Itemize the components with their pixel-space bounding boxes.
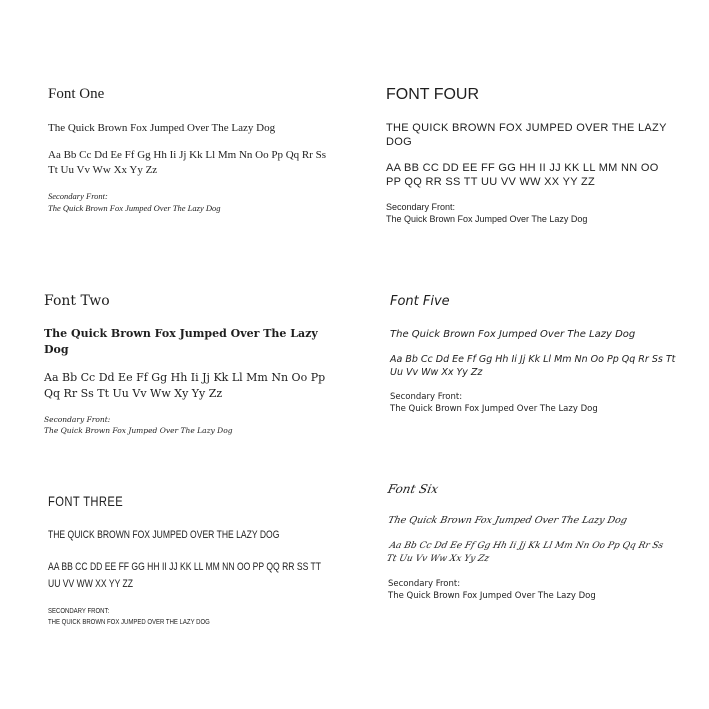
- alphabet-sample: AA BB CC DD EE FF GG HH II JJ KK LL MM NN OO PP QQ RR SS TT UU VV WW XX YY ZZ: [386, 162, 659, 188]
- secondary-font-label: Secondary Front:: [386, 202, 456, 212]
- font-one-sample: [48, 85, 338, 214]
- secondary-font: [48, 605, 288, 627]
- secondary-font: [44, 414, 344, 436]
- pangram-sample: The Quick Brown Fox Jumped Over The Lazy Dog: [386, 515, 629, 526]
- secondary-font-label: Secondary Front:: [44, 415, 111, 424]
- font-four-sample: [386, 85, 676, 225]
- alphabet-sample: Aa Bb Cc Dd Ee Ff Gg Hh Ii Jj Kk Ll Mm Nn Oo Pp Qq Rr Ss Tt Uu Vv Ww Xy Yy Zz: [44, 371, 326, 400]
- secondary-font-sample: The Quick Brown Fox Jumped Over The Lazy Dog: [48, 203, 221, 213]
- secondary-font-sample: The Quick Brown Fox Jumped Over The Lazy Dog: [386, 214, 588, 224]
- secondary-font-label: Secondary Front:: [388, 579, 461, 589]
- font-title: Font Six: [386, 482, 440, 496]
- pangram-sample: The Quick Brown Fox Jumped Over The Lazy Dog: [390, 329, 636, 340]
- alphabet-sample: AA BB CC DD EE FF GG HH II JJ KK LL MM NN OO PP QQ RR SS TT UU VV WW XX YY ZZ: [48, 561, 321, 590]
- secondary-font-sample: The Quick Brown Fox Jumped Over The Lazy Dog: [44, 426, 233, 435]
- secondary-font-sample: THE QUICK BROWN FOX JUMPED OVER THE LAZY DOG: [48, 617, 210, 626]
- pangram-sample: The Quick Brown Fox Jumped Over The Lazy Dog: [48, 122, 276, 134]
- font-three-sample: [48, 492, 348, 627]
- secondary-font: [386, 201, 676, 225]
- font-six-sample: [385, 480, 688, 602]
- secondary-font: [388, 578, 688, 602]
- secondary-font-label: Secondary Front:: [48, 191, 108, 201]
- font-five-sample: [390, 293, 680, 415]
- pangram-sample: THE QUICK BROWN FOX JUMPED OVER THE LAZY DOG: [48, 529, 280, 541]
- font-title: FONT THREE: [48, 493, 124, 509]
- font-title: Font Two: [44, 293, 110, 309]
- pangram-sample: The Quick Brown Fox Jumped Over The Lazy Dog: [44, 327, 318, 356]
- alphabet-sample: Aa Bb Cc Dd Ee Ff Gg Hh Ii Jj Kk Ll Mm Nn Oo Pp Qq Rr Ss Tt Uu Vv Ww Xx Yy Zz: [385, 541, 665, 564]
- pangram-sample: THE QUICK BROWN FOX JUMPED OVER THE LAZY DOG: [386, 122, 667, 148]
- secondary-font-sample: The Quick Brown Fox Jumped Over The Lazy Dog: [388, 591, 596, 601]
- font-title: FONT FOUR: [386, 86, 480, 103]
- font-two-sample: [44, 292, 344, 436]
- secondary-font: [48, 190, 338, 214]
- font-title: Font One: [48, 86, 105, 102]
- alphabet-sample: Aa Bb Cc Dd Ee Ff Gg Hh Ii Jj Kk Ll Mm Nn Oo Pp Qq Rr Ss Tt Uu Vv Ww Xx Yy Zz: [390, 354, 676, 378]
- secondary-font-sample: The Quick Brown Fox Jumped Over The Lazy Dog: [390, 404, 598, 414]
- alphabet-sample: Aa Bb Cc Dd Ee Ff Gg Hh Ii Jj Kk Ll Mm Nn Oo Pp Qq Rr Ss Tt Uu Vv Ww Xx Yy Zz: [48, 149, 327, 176]
- font-title: Font Five: [390, 294, 450, 309]
- secondary-font-label: Secondary Front:: [390, 392, 463, 402]
- secondary-font: [390, 391, 680, 415]
- secondary-font-label: SECONDARY FRONT:: [48, 606, 110, 615]
